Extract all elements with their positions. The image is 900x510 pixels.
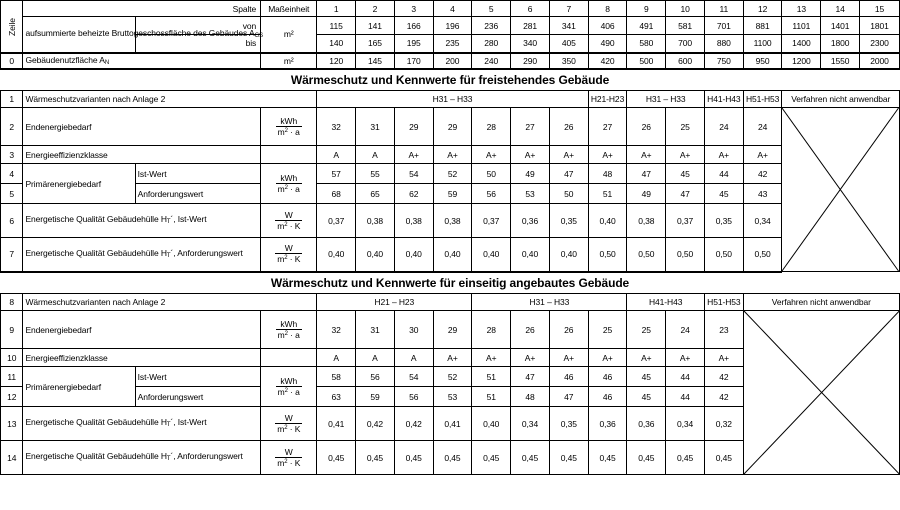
cell: A+ — [549, 349, 588, 367]
cell: 42 — [743, 164, 782, 184]
row-label: Energieeffizienzklasse — [23, 146, 261, 164]
col-header: 3 — [394, 1, 433, 17]
cell: A+ — [704, 349, 743, 367]
row-1 — [1, 91, 900, 108]
section1-title: Wärmeschutz und Kennwerte für freistehendes Gebäude — [1, 69, 900, 91]
unit-header: Maßeinheit — [261, 1, 317, 17]
col-header: 4 — [433, 1, 472, 17]
cell: 170 — [394, 53, 433, 69]
row-label: Energetische Qualität Gebäudehülle HT´, Ist-Wert — [23, 204, 261, 238]
primary-energy-label: Primärenergiebedarf — [23, 367, 135, 407]
cell: 0,32 — [704, 407, 743, 441]
cell: 52 — [433, 164, 472, 184]
variant-group: H31 – H33 — [627, 91, 705, 108]
cell: 0,37 — [472, 204, 511, 238]
cell: 56 — [394, 387, 433, 407]
not-applicable-cross — [743, 311, 899, 475]
cell: 48 — [588, 164, 627, 184]
cross-mark — [744, 311, 899, 474]
cell: 51 — [588, 184, 627, 204]
row-9 — [1, 311, 900, 349]
cell: 600 — [666, 53, 705, 69]
row-label: Wärmeschutzvarianten nach Anlage 2 — [23, 294, 317, 311]
not-applicable-label: Verfahren nicht anwendbar — [782, 91, 900, 108]
row-6 — [1, 204, 900, 238]
header-row — [1, 1, 900, 17]
cell: 0,45 — [666, 441, 705, 475]
cell: 0,38 — [433, 204, 472, 238]
cell: 45 — [627, 367, 666, 387]
cell: 54 — [394, 367, 433, 387]
cell: 0,40 — [472, 407, 511, 441]
cell: A+ — [743, 146, 782, 164]
variant-group: H21 – H23 — [317, 294, 472, 311]
cell: 0,50 — [588, 238, 627, 272]
cell: 23 — [704, 311, 743, 349]
bis-value: 340 — [511, 35, 550, 53]
cell: 0,50 — [704, 238, 743, 272]
cell: 47 — [511, 367, 550, 387]
section2-title-row — [1, 272, 900, 294]
row-sublabel: Anforderungswert — [135, 184, 261, 204]
cell: 32 — [317, 108, 356, 146]
row-number: 6 — [1, 204, 23, 238]
cell: 63 — [317, 387, 356, 407]
row-number: 2 — [1, 108, 23, 146]
cell: A+ — [549, 146, 588, 164]
von-value: 115 — [317, 17, 356, 35]
von-value: 701 — [704, 17, 743, 35]
cell: A+ — [472, 349, 511, 367]
unit-kwh: $\frac{\text{kWh}}{m^2 \cdot a}$ — [261, 311, 317, 349]
cell: 42 — [704, 387, 743, 407]
bis-value: 280 — [472, 35, 511, 53]
cell: 0,50 — [666, 238, 705, 272]
row-label: Endenergiebedarf — [23, 108, 261, 146]
row-number: 14 — [1, 441, 23, 475]
cell: 45 — [666, 164, 705, 184]
cell: A — [317, 146, 356, 164]
von-value: 341 — [549, 17, 588, 35]
cell: A+ — [511, 349, 550, 367]
cell: A — [317, 349, 356, 367]
unit-kwh: $\frac{\text{kWh}}{m^2 \cdot a}$ — [261, 108, 317, 146]
cell: 27 — [588, 108, 627, 146]
row-number: 7 — [1, 238, 23, 272]
row-0 — [1, 53, 900, 69]
cell: 57 — [317, 164, 356, 184]
cell: 500 — [627, 53, 666, 69]
row-label: Energieeffizienzklasse — [23, 349, 261, 367]
bis-value: 165 — [356, 35, 395, 53]
bis-value: 880 — [704, 35, 743, 53]
bis-value: 195 — [394, 35, 433, 53]
cell: 45 — [704, 184, 743, 204]
cell: 53 — [511, 184, 550, 204]
cell: 29 — [394, 108, 433, 146]
row-7 — [1, 238, 900, 272]
unit-kwh: $\frac{\text{kWh}}{m^2 \cdot a}$ — [261, 367, 317, 407]
cell: 0,45 — [394, 441, 433, 475]
col-header: 12 — [743, 1, 782, 17]
cell: 26 — [627, 108, 666, 146]
cell: 32 — [317, 311, 356, 349]
cell: 31 — [356, 108, 395, 146]
bis-value: 1800 — [821, 35, 860, 53]
gross-area-label: aufsummierte beheizte Bruttogeschossfläche des Gebäudes AGS — [23, 17, 135, 53]
row-number: 13 — [1, 407, 23, 441]
row-number: 11 — [1, 367, 23, 387]
unit-w: $\frac{W}{m^2 \cdot K}$ — [261, 238, 317, 272]
cell: 46 — [588, 367, 627, 387]
cell: 43 — [743, 184, 782, 204]
cell: 31 — [356, 311, 395, 349]
cell: 48 — [511, 387, 550, 407]
von-value: 881 — [743, 17, 782, 35]
cell: 49 — [627, 184, 666, 204]
row-number: 4 — [1, 164, 23, 184]
row-sublabel: Ist-Wert — [135, 367, 261, 387]
cell: 26 — [549, 108, 588, 146]
cell: 0,34 — [666, 407, 705, 441]
unit-empty — [261, 349, 317, 367]
cell: 0,40 — [588, 204, 627, 238]
cell: 25 — [666, 108, 705, 146]
cell: 68 — [317, 184, 356, 204]
cell: 56 — [472, 184, 511, 204]
von-value: 1101 — [782, 17, 821, 35]
cell: 54 — [394, 164, 433, 184]
cell: A+ — [511, 146, 550, 164]
cell: 0,50 — [627, 238, 666, 272]
cell: 0,36 — [588, 407, 627, 441]
cell: 290 — [511, 53, 550, 69]
cell: A — [356, 146, 395, 164]
col-header: 14 — [821, 1, 860, 17]
cell: 750 — [704, 53, 743, 69]
row-label: Gebäudenutzfläche AN — [23, 53, 261, 69]
cell: 200 — [433, 53, 472, 69]
col-header: 5 — [472, 1, 511, 17]
cell: 28 — [472, 311, 511, 349]
gross-area-von-row — [1, 17, 900, 35]
col-header: 1 — [317, 1, 356, 17]
row-8 — [1, 294, 900, 311]
cell: 2000 — [860, 53, 900, 69]
cell: 50 — [472, 164, 511, 184]
cell: 45 — [627, 387, 666, 407]
von-value: 166 — [394, 17, 433, 35]
cell: 0,50 — [743, 238, 782, 272]
variant-group: H41-H43 — [704, 91, 743, 108]
row-4 — [1, 164, 900, 184]
cell: 27 — [511, 108, 550, 146]
cell: 0,38 — [394, 204, 433, 238]
cell: 0,40 — [394, 238, 433, 272]
cell: 0,45 — [433, 441, 472, 475]
cross-mark — [782, 108, 899, 271]
col-header: 6 — [511, 1, 550, 17]
cell: 950 — [743, 53, 782, 69]
cell: 59 — [356, 387, 395, 407]
variant-group: H31 – H33 — [317, 91, 588, 108]
cell: 0,40 — [317, 238, 356, 272]
row-number: 0 — [1, 53, 23, 69]
cell: 0,45 — [472, 441, 511, 475]
cell: 350 — [549, 53, 588, 69]
cell: 0,40 — [472, 238, 511, 272]
cell: 240 — [472, 53, 511, 69]
cell: 0,41 — [317, 407, 356, 441]
row-label: Endenergiebedarf — [23, 311, 261, 349]
cell: 0,45 — [588, 441, 627, 475]
cell: 0,37 — [317, 204, 356, 238]
bis-value: 1400 — [782, 35, 821, 53]
von-value: 1401 — [821, 17, 860, 35]
row-label: Wärmeschutzvarianten nach Anlage 2 — [23, 91, 317, 108]
cell: 56 — [356, 367, 395, 387]
cell: A+ — [704, 146, 743, 164]
von-value: 141 — [356, 17, 395, 35]
cell: 0,45 — [317, 441, 356, 475]
cell: 25 — [627, 311, 666, 349]
cell: 24 — [704, 108, 743, 146]
unit-kwh: $\frac{\text{kWh}}{m^2 \cdot a}$ — [261, 164, 317, 204]
unit-w: $\frac{W}{m^2 \cdot K}$ — [261, 441, 317, 475]
cell: 0,37 — [666, 204, 705, 238]
row-number: 3 — [1, 146, 23, 164]
cell: 24 — [666, 311, 705, 349]
cell: A+ — [666, 146, 705, 164]
cell: 47 — [549, 164, 588, 184]
cell: 0,34 — [511, 407, 550, 441]
cell: 49 — [511, 164, 550, 184]
cell: 0,36 — [511, 204, 550, 238]
cell: 52 — [433, 367, 472, 387]
cell: 0,36 — [627, 407, 666, 441]
cell: 46 — [588, 387, 627, 407]
cell: 30 — [394, 311, 433, 349]
cell: 29 — [433, 311, 472, 349]
row-number: 8 — [1, 294, 23, 311]
row-unit: m² — [261, 53, 317, 69]
bis-value: 235 — [433, 35, 472, 53]
bis-value: 140 — [317, 35, 356, 53]
cell: 0,45 — [356, 441, 395, 475]
bis-value: 2300 — [860, 35, 900, 53]
bis-value: 580 — [627, 35, 666, 53]
variant-group: H31 – H33 — [472, 294, 627, 311]
cell: 1550 — [821, 53, 860, 69]
cell: 26 — [511, 311, 550, 349]
von-value: 196 — [433, 17, 472, 35]
cell: 53 — [433, 387, 472, 407]
cell: 29 — [433, 108, 472, 146]
cell: 44 — [666, 367, 705, 387]
col-header: 10 — [666, 1, 705, 17]
col-header: 2 — [356, 1, 395, 17]
bis-value: 405 — [549, 35, 588, 53]
cell: 26 — [549, 311, 588, 349]
col-header: 15 — [860, 1, 900, 17]
cell: 0,45 — [704, 441, 743, 475]
row-label: Energetische Qualität Gebäudehülle HT´, Ist-Wert — [23, 407, 261, 441]
cell: 58 — [317, 367, 356, 387]
cell: 44 — [704, 164, 743, 184]
cell: 42 — [704, 367, 743, 387]
cell: 47 — [627, 164, 666, 184]
cell: A+ — [588, 349, 627, 367]
cell: 47 — [549, 387, 588, 407]
cell: 120 — [317, 53, 356, 69]
not-applicable-cross — [782, 108, 900, 272]
row-5 — [1, 184, 900, 204]
unit-empty — [261, 146, 317, 164]
primary-energy-label: Primärenergiebedarf — [23, 164, 135, 204]
cell: 0,40 — [549, 238, 588, 272]
cell: 0,40 — [511, 238, 550, 272]
cell: 55 — [356, 164, 395, 184]
cell: 46 — [549, 367, 588, 387]
cell: 0,45 — [627, 441, 666, 475]
cell: A+ — [627, 146, 666, 164]
cell: 44 — [666, 387, 705, 407]
bis-value: 700 — [666, 35, 705, 53]
variant-group: H21-H23 — [588, 91, 627, 108]
cell: A+ — [433, 349, 472, 367]
cell: A+ — [394, 146, 433, 164]
cell: 0,38 — [356, 204, 395, 238]
cell: 50 — [549, 184, 588, 204]
row-number: 1 — [1, 91, 23, 108]
von-value: 236 — [472, 17, 511, 35]
variant-group: H51-H53 — [704, 294, 743, 311]
row-label: Energetische Qualität Gebäudehülle HT´, Anforderungswert — [23, 238, 261, 272]
row-number: 12 — [1, 387, 23, 407]
row-sublabel: Anforderungswert — [135, 387, 261, 407]
cell: A+ — [666, 349, 705, 367]
row-number: 10 — [1, 349, 23, 367]
variant-group: H51-H53 — [743, 91, 782, 108]
cell: 0,42 — [356, 407, 395, 441]
cell: 28 — [472, 108, 511, 146]
unit-w: $\frac{W}{m^2 \cdot K}$ — [261, 204, 317, 238]
not-applicable-label: Verfahren nicht anwendbar — [743, 294, 899, 311]
col-header: 7 — [549, 1, 588, 17]
bis-value: 490 — [588, 35, 627, 53]
section1-title-row — [1, 69, 900, 91]
col-header: 13 — [782, 1, 821, 17]
row-label: Energetische Qualität Gebäudehülle HT´, Anforderungswert — [23, 441, 261, 475]
von-label: von — [135, 17, 261, 35]
cell: A — [356, 349, 395, 367]
cell: 59 — [433, 184, 472, 204]
row-sublabel: Ist-Wert — [135, 164, 261, 184]
cell: 25 — [588, 311, 627, 349]
von-value: 406 — [588, 17, 627, 35]
cell: 0,40 — [356, 238, 395, 272]
section2-title: Wärmeschutz und Kennwerte für einseitig angebautes Gebäude — [1, 272, 900, 294]
variant-group: H41-H43 — [627, 294, 705, 311]
von-value: 581 — [666, 17, 705, 35]
cell: 420 — [588, 53, 627, 69]
cell: 0,35 — [704, 204, 743, 238]
cell: A+ — [588, 146, 627, 164]
cell: 145 — [356, 53, 395, 69]
cell: 0,41 — [433, 407, 472, 441]
cell: 0,42 — [394, 407, 433, 441]
cell: 65 — [356, 184, 395, 204]
cell: 51 — [472, 367, 511, 387]
spalte-header: Spalte — [23, 1, 261, 17]
bis-value: 1100 — [743, 35, 782, 53]
zeile-header: Zeile — [1, 1, 23, 53]
unit-w: $\frac{W}{m^2 \cdot K}$ — [261, 407, 317, 441]
gross-area-unit: m² — [261, 17, 317, 53]
cell: 51 — [472, 387, 511, 407]
cell: 0,35 — [549, 407, 588, 441]
bis-label: bis — [135, 35, 261, 53]
cell: 47 — [666, 184, 705, 204]
row-number: 5 — [1, 184, 23, 204]
col-header: 9 — [627, 1, 666, 17]
cell: 0,45 — [549, 441, 588, 475]
von-value: 1801 — [860, 17, 900, 35]
cell: 0,40 — [433, 238, 472, 272]
cell: 1200 — [782, 53, 821, 69]
cell: 62 — [394, 184, 433, 204]
cell: 0,38 — [627, 204, 666, 238]
cell: A+ — [472, 146, 511, 164]
cell: 24 — [743, 108, 782, 146]
row-2 — [1, 108, 900, 146]
cell: A — [394, 349, 433, 367]
row-3 — [1, 146, 900, 164]
cell: A+ — [627, 349, 666, 367]
col-header: 8 — [588, 1, 627, 17]
cell: 0,35 — [549, 204, 588, 238]
row-number: 9 — [1, 311, 23, 349]
von-value: 491 — [627, 17, 666, 35]
col-header: 11 — [704, 1, 743, 17]
cell: 0,45 — [511, 441, 550, 475]
von-value: 281 — [511, 17, 550, 35]
cell: 0,34 — [743, 204, 782, 238]
cell: A+ — [433, 146, 472, 164]
